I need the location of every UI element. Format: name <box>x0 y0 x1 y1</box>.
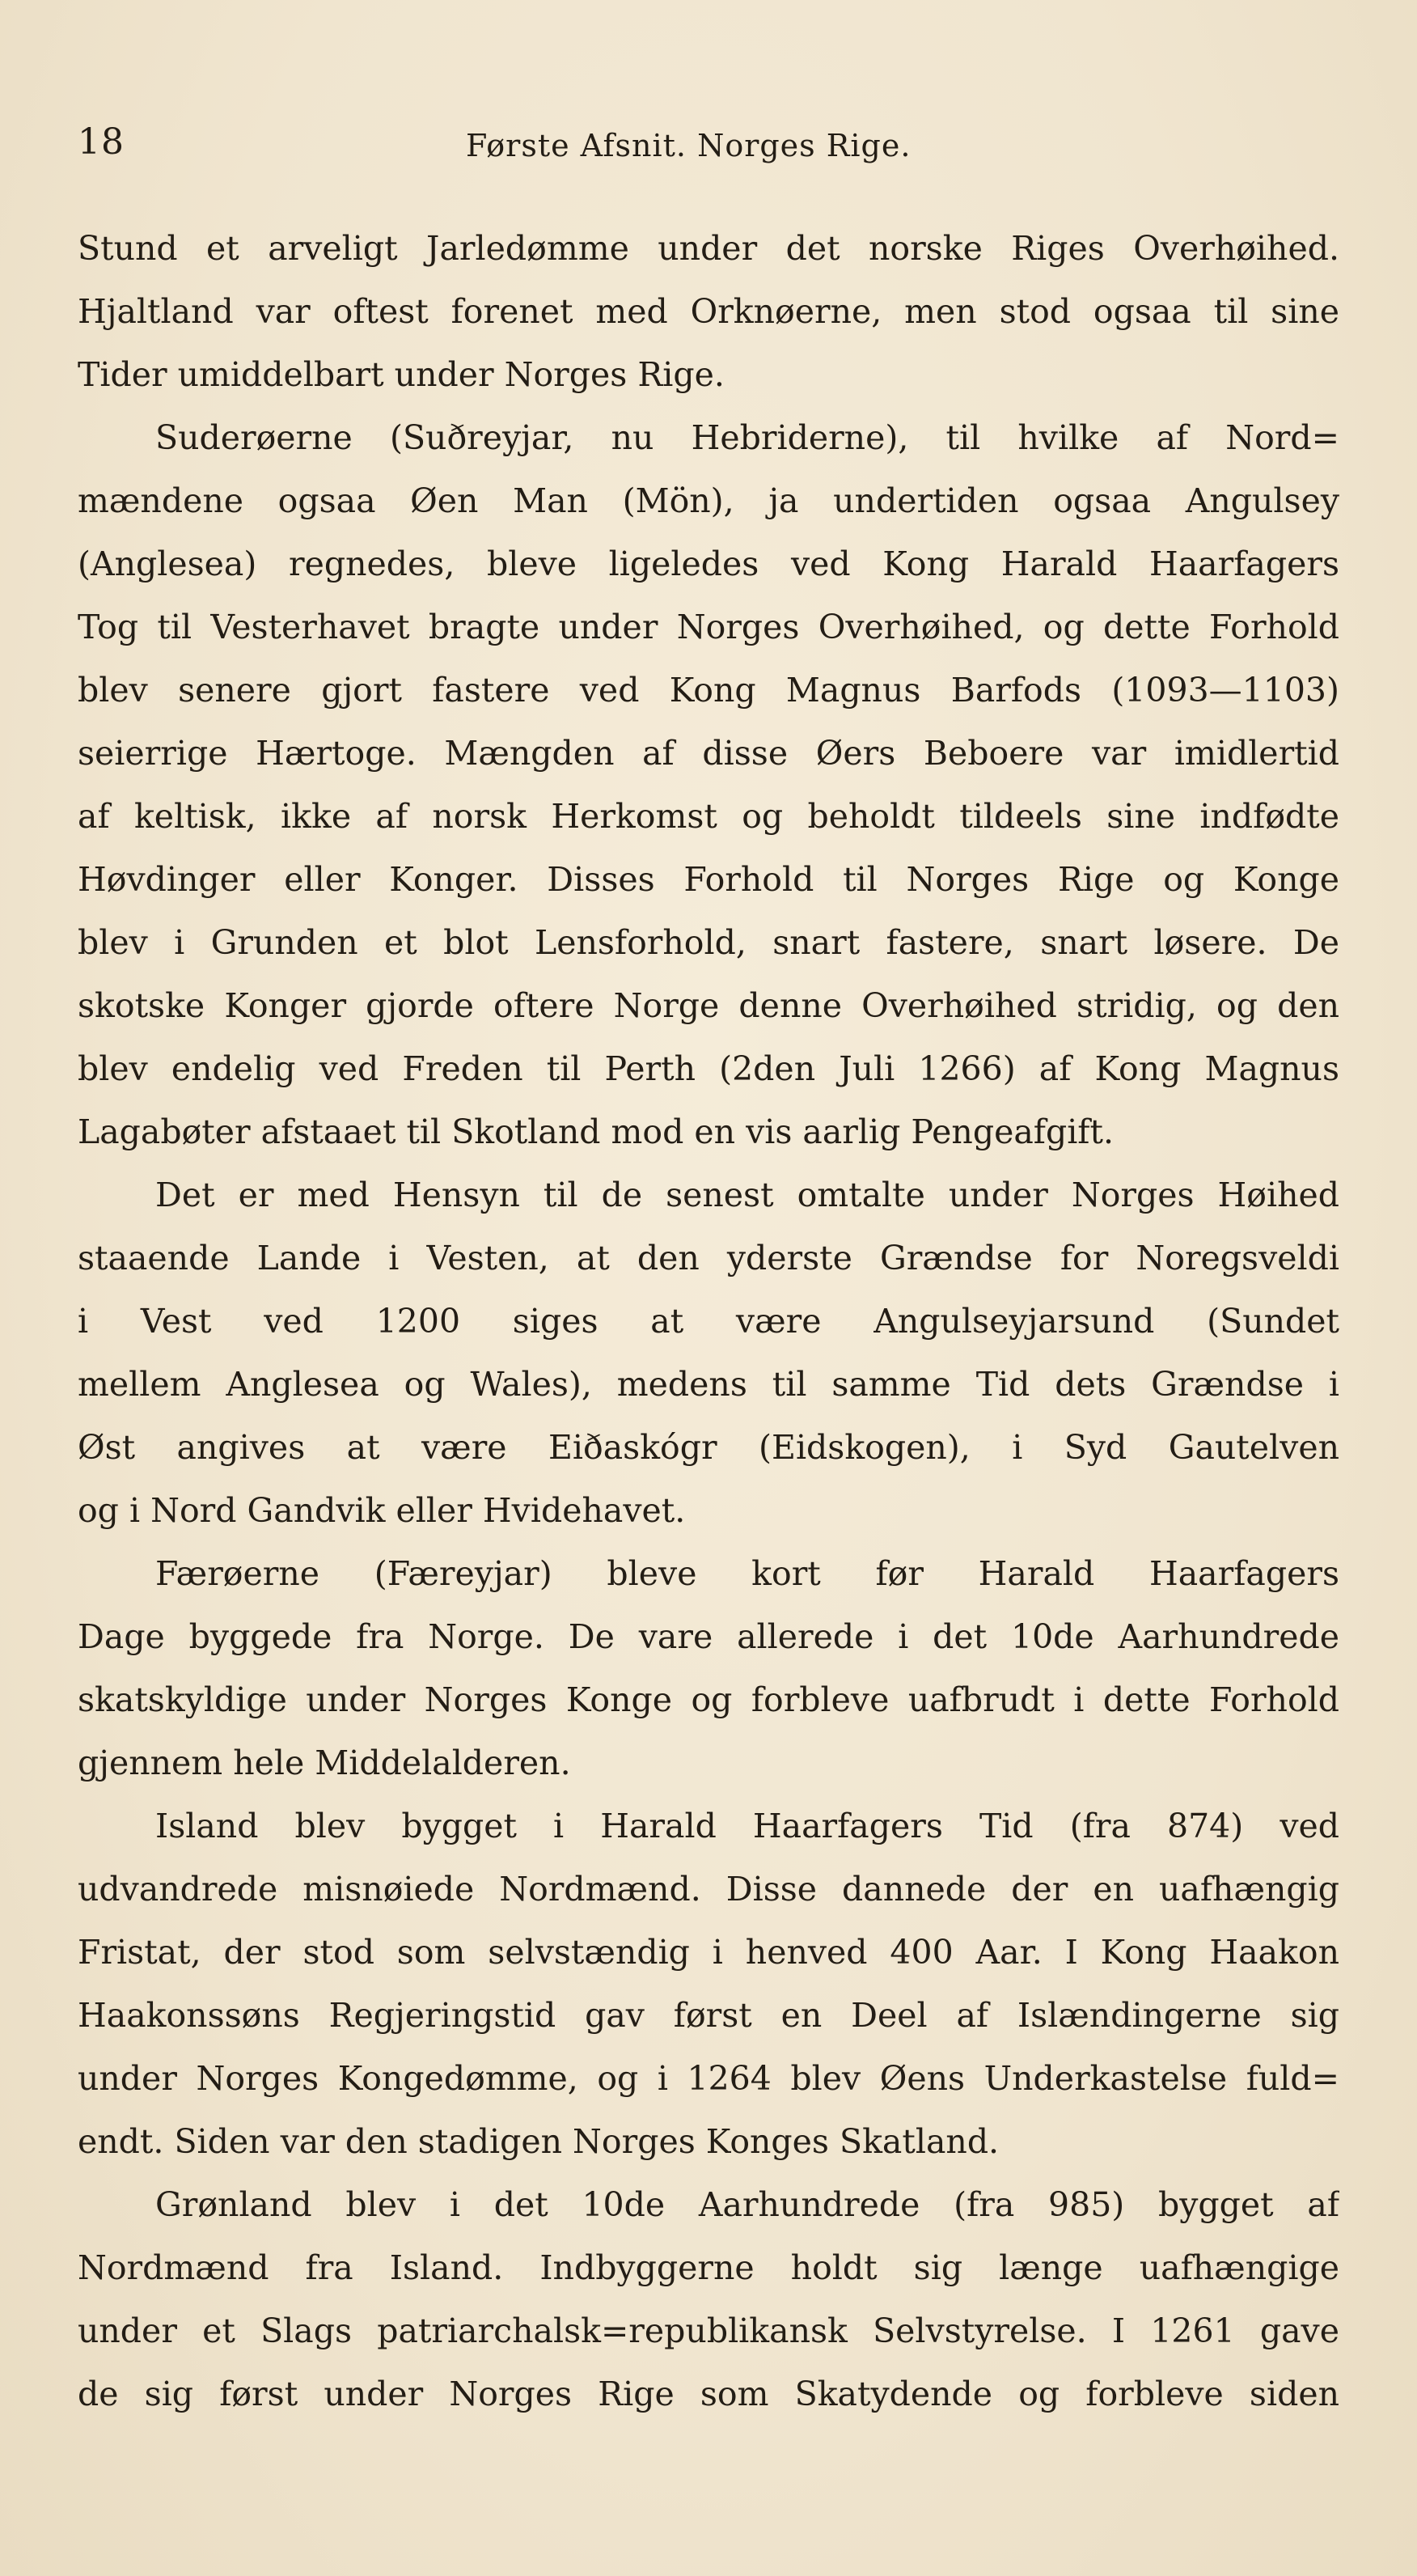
text-line: blev i Grunden et blot Lensforhold, snart fastere, snart løsere. De <box>78 923 1339 962</box>
text-line: skatskyldige under Norges Konge og forbleve uafbrudt i dette Forhold <box>78 1680 1339 1719</box>
text-line: Grønland blev i det 10de Aarhundrede (fra 985) bygget af <box>155 2185 1339 2224</box>
text-line: Tider umiddelbart under Norges Rige. <box>78 355 725 394</box>
body-text <box>78 217 1339 2426</box>
paragraph-3 <box>78 1163 1339 1542</box>
text-line: gjennem hele Middelalderen. <box>78 1743 571 1782</box>
text-line: Nordmænd fra Island. Indbyggerne holdt sig længe uafhængige <box>78 2248 1339 2287</box>
text-line: staaende Lande i Vesten, at den yderste Grændse for Noregsveldi <box>78 1239 1339 1277</box>
text-line: udvandrede misnøiede Nordmænd. Disse dannede der en uafhængig <box>78 1870 1339 1909</box>
text-line: Stund et arveligt Jarledømme under det norske Riges Overhøihed. <box>78 229 1339 268</box>
text-line: Suderøerne (Suðreyjar, nu Hebriderne), til hvilke af Nord= <box>155 418 1339 457</box>
text-line: under Norges Kongedømme, og i 1264 blev Øens Underkastelse fuld= <box>78 2059 1339 2098</box>
text-line: endt. Siden var den stadigen Norges Konges Skatland. <box>78 2122 1000 2161</box>
text-line: de sig først under Norges Rige som Skatydende og forbleve siden <box>78 2375 1339 2413</box>
text-line: skotske Konger gjorde oftere Norge denne Overhøihed stridig, og den <box>78 986 1339 1025</box>
text-line: Hjaltland var oftest forenet med Orknøerne, men stod ogsaa til sine <box>78 292 1339 331</box>
text-line: og i Nord Gandvik eller Hvidehavet. <box>78 1491 686 1530</box>
text-line: Det er med Hensyn til de senest omtalte under Norges Høihed <box>155 1176 1339 1214</box>
paragraph-1 <box>78 217 1339 406</box>
paragraph-2 <box>78 406 1339 1163</box>
text-line: Øst angives at være Eiðaskógr (Eidskogen), i Syd Gautelven <box>78 1428 1339 1467</box>
text-line: Haakonssøns Regjeringstid gav først en Deel af Islændingerne sig <box>78 1996 1339 2035</box>
running-head: Første Afsnit. Norges Rige. <box>466 128 912 163</box>
text-line: Island blev bygget i Harald Haarfagers Tid (fra 874) ved <box>155 1807 1339 1845</box>
paragraph-4 <box>78 1542 1339 1794</box>
text-line: seierrige Hærtoge. Mængden af disse Øers Beboere var imidlertid <box>78 734 1339 773</box>
text-line: blev endelig ved Freden til Perth (2den Juli 1266) af Kong Magnus <box>78 1049 1339 1088</box>
text-line: (Anglesea) regnedes, bleve ligeledes ved Kong Harald Haarfagers <box>78 544 1339 583</box>
paragraph-5 <box>78 1794 1339 2173</box>
text-line: Tog til Vesterhavet bragte under Norges Overhøihed, og dette Forhold <box>78 608 1339 646</box>
text-line: af keltisk, ikke af norsk Herkomst og beholdt tildeels sine indfødte <box>78 797 1339 836</box>
text-line: Færøerne (Færeyjar) bleve kort før Harald Haarfagers <box>155 1554 1339 1593</box>
page-header <box>78 121 1339 178</box>
text-line: mellem Anglesea og Wales), medens til samme Tid dets Grændse i <box>78 1365 1339 1404</box>
text-line: Fristat, der stod som selvstændig i henved 400 Aar. I Kong Haakon <box>78 1933 1339 1972</box>
text-line: Lagabøter afstaaet til Skotland mod en vis aarlig Pengeafgift. <box>78 1112 1114 1151</box>
text-line: i Vest ved 1200 siges at være Angulseyjarsund (Sundet <box>78 1302 1339 1341</box>
paragraph-6 <box>78 2173 1339 2426</box>
text-line: blev senere gjort fastere ved Kong Magnus Barfods (1093—1103) <box>78 671 1339 710</box>
text-line: Dage byggede fra Norge. De vare allerede i det 10de Aarhundrede <box>78 1617 1339 1656</box>
text-line: under et Slags patriarchalsk=republikansk Selvstyrelse. I 1261 gave <box>78 2311 1339 2350</box>
text-line: Høvdinger eller Konger. Disses Forhold til Norges Rige og Konge <box>78 860 1339 899</box>
page-number: 18 <box>78 121 125 163</box>
text-line: mændene ogsaa Øen Man (Mön), ja undertiden ogsaa Angulsey <box>78 481 1339 520</box>
